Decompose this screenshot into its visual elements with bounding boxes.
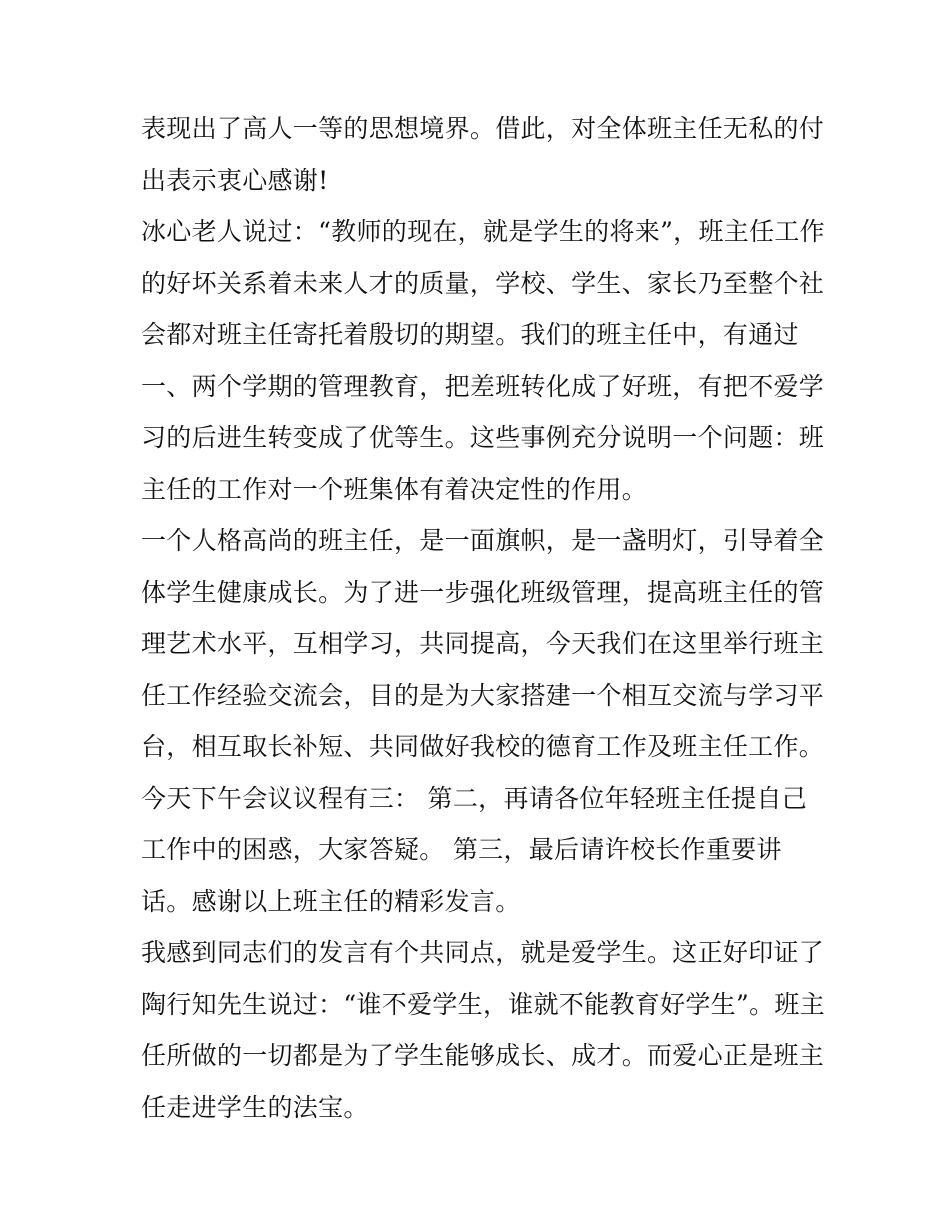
text-line: 一、两个学期的管理教育，把差班转化成了好班，有把不爱学 (141, 371, 825, 401)
text-line: 出表示衷心感谢! (141, 165, 329, 195)
text-line: 任工作经验交流会，目的是为大家搭建一个相互交流与学习平 (141, 680, 825, 710)
text-line: 体学生健康成长。为了进一步强化班级管理，提高班主任的管 (141, 577, 825, 607)
text-line: 习的后进生转变成了优等生。这些事例充分说明一个问题：班 (141, 423, 825, 452)
document-body (141, 103, 825, 1133)
text-line: 台，相互取长补短、共同做好我校的德育工作及班主任工作。 (141, 732, 825, 761)
text-line: 我感到同志们的发言有个共同点，就是爱学生。这正好印证了 (141, 938, 825, 967)
text-line: 表现出了高人一等的思想境界。借此，对全体班主任无私的付 (141, 114, 825, 143)
text-line: 理艺术水平，互相学习，共同提高，今天我们在这里举行班主 (141, 629, 825, 658)
text-line: 主任的工作对一个班集体有着决定性的作用。 (141, 474, 648, 504)
text-line: 会都对班主任寄托着殷切的期望。我们的班主任中，有通过 (141, 320, 799, 349)
text-line: 话。感谢以上班主任的精彩发言。 (141, 886, 521, 916)
text-line: 任走进学生的法宝。 (141, 1092, 369, 1122)
text-line: 一个人格高尚的班主任，是一面旗帜，是一盏明灯，引导着全 (141, 526, 825, 555)
text-line: 今天下午会议议程有三： 第二，再请各位年轻班主任提自己 (141, 783, 808, 813)
text-line: 的好坏关系着未来人才的质量，学校、学生、家长乃至整个社 (141, 268, 825, 298)
text-line: 陶行知先生说过：“谁不爱学生，谁就不能教育好学生”。班主 (141, 989, 825, 1019)
text-line: 冰心老人说过：“教师的现在，就是学生的将来”，班主任工作 (141, 217, 825, 246)
text-line: 工作中的困惑，大家答疑。 第三，最后请许校长作重要讲 (141, 835, 782, 864)
text-line: 任所做的一切都是为了学生能够成长、成才。而爱心正是班主 (141, 1041, 825, 1070)
